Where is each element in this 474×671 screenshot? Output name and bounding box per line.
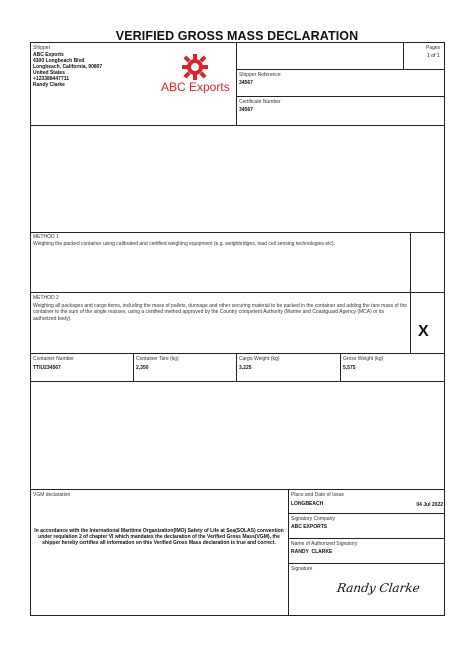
date-of-issue-value: 04 Jul 2022 (416, 502, 443, 508)
method2-selected-mark: X (418, 323, 429, 340)
place-of-issue-value: LONGBEACH (291, 501, 324, 507)
gross-weight-header: Gross Weight (kg) (343, 356, 384, 362)
shipper-address (33, 52, 102, 89)
document-title: VERIFIED GROSS MASS DECLARATION (115, 29, 359, 43)
place-date-label: Place and Date of Issue (291, 492, 345, 498)
handwritten-signature: Randy Clarke (336, 581, 421, 595)
gross-weight-value: 5,575 (343, 365, 356, 371)
cargo-weight-value: 3,225 (239, 365, 252, 371)
certificate-number-label: Certificate Number (239, 99, 281, 105)
pages-value: 1 of 1 (427, 53, 440, 59)
cargo-weight-header: Cargo Weight (kg) (239, 356, 280, 362)
signatory-company-label: Signatory Company (291, 516, 335, 522)
container-number-header: Container Number (33, 356, 74, 362)
method1-text: Weighing the packed container using calibrated and certified weighing equipment (e.g. weighbridges, load cell sensing technologies etc). (33, 241, 336, 247)
shipper-reference-value: 34567 (239, 80, 253, 86)
certificate-number-value: 34567 (239, 107, 253, 113)
method1-label: METHOD 1 (33, 234, 59, 240)
signatory-company-value: ABC EXPORTS (291, 524, 328, 530)
shipper-label: Shipper (33, 45, 51, 51)
company-logo-icon (179, 53, 211, 81)
authorized-signatory-value: RANDY CLARKE (291, 549, 333, 555)
shipper-line: 4300 Longbeach Blvd (33, 58, 85, 65)
vgm-declaration-text: In accordance with the International Maritime Organization(IMO) Safety of Life at Sea(SOLAS) convention under requlation 2 of chapter VI which mandates the declaration of the Verified Gross Mass(VGM), the shipper hereby certifies all information on this Verified Gross Mass declaration is true and correct. (34, 528, 284, 547)
shipper-line: +123388447711 (33, 76, 70, 83)
authorized-signatory-label: Name of Authorized Signatory (291, 541, 358, 547)
container-tare-header: Container Tare (kg) (136, 356, 179, 362)
shipper-line: ABC Exports (33, 52, 64, 58)
container-number-value: TTIU234567 (33, 365, 61, 371)
container-tare-value: 2,350 (136, 365, 149, 371)
vgm-declaration-label: VGM declaration (33, 492, 71, 498)
company-logo-text: ABC Exports (161, 80, 230, 94)
pages-label: Pages (426, 45, 441, 51)
shipper-line: Longbeach, California, 90807 (33, 64, 103, 71)
shipper-line: Randy Clarke (33, 82, 65, 89)
method2-label: METHOD 2 (33, 295, 59, 301)
shipper-reference-label: Shipper Reference (239, 72, 281, 78)
method2-text: Weighing all packages and cargo items, including the mass of pallets, dunnage and other securing material to be packed in the container and adding the tare mass of the container to the sum of the single masses, using a certified method approved by the Country competent Authority (Marine and Coastguard Agency (MCA) or its authorized body). (33, 303, 408, 322)
shipper-line: United States (33, 70, 65, 77)
signature-label: Signature (291, 566, 313, 572)
